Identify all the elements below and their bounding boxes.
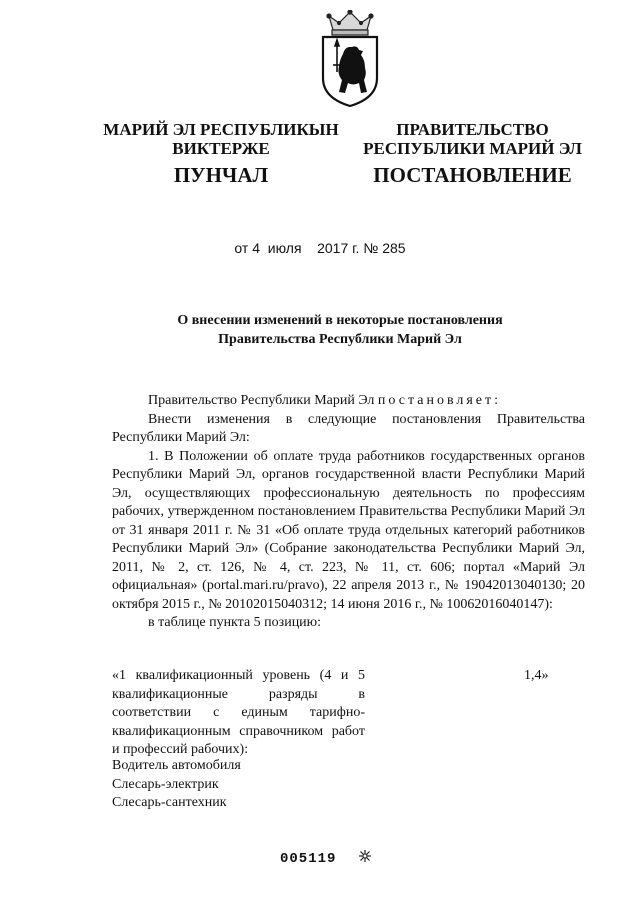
header-left-doc-type: ПУНЧАЛ <box>173 163 269 187</box>
document-body <box>112 392 585 633</box>
list-item: Слесарь-сантехник <box>112 795 227 810</box>
header-right-line1: ПРАВИТЕЛЬСТВО <box>396 120 549 139</box>
list-item: Слесарь-электрик <box>112 776 219 792</box>
header-left-line2: ВИКТЕРЖЕ <box>172 139 270 158</box>
document-title <box>120 311 560 349</box>
crown-icon <box>327 10 373 35</box>
header-right-line2: РЕСПУБЛИКИ МАРИЙ ЭЛ <box>363 139 582 158</box>
table-cell-qualification: «1 квалификационный уровень (4 и 5 квалификационные разряды в соответствии с единым тарифно-квалификационным справочником работ и профессий рабочих): <box>112 668 365 757</box>
paragraph-preamble <box>112 392 585 411</box>
job-list <box>112 757 241 813</box>
date-year: 2017 г. № <box>317 240 379 256</box>
title-line2: Правительства Республики Марий Эл <box>218 332 462 347</box>
table-cell-coefficient: 1,4» <box>524 668 549 683</box>
header-left-org <box>97 120 345 158</box>
ornament-star-icon <box>358 849 372 863</box>
header-right-doc-type: ПОСТАНОВЛЕНИЕ <box>373 163 572 187</box>
paragraph-table-ref: в таблице пункта 5 позицию: <box>148 615 322 630</box>
date-month: июля <box>267 240 302 256</box>
preamble-verb: постановляет: <box>377 393 502 408</box>
date-prefix: от <box>234 240 249 256</box>
serial-number: 005119 <box>280 851 337 867</box>
document-number: 285 <box>382 240 406 256</box>
paragraph-intro: Внести изменения в следующие постановления Правительства Республики Марий Эл: <box>112 411 585 445</box>
coat-of-arms-emblem <box>315 10 385 108</box>
list-item: Водитель автомобиля <box>112 758 241 773</box>
header-right-org <box>360 120 585 158</box>
date-line <box>0 240 640 256</box>
preamble-text: Правительство Республики Марий Эл <box>148 393 375 408</box>
title-line1: О внесении изменений в некоторые постановления <box>177 313 503 328</box>
date-day: 4 <box>252 240 260 256</box>
paragraph-item-1: 1. В Положении об оплате труда работников государственных органов Республики Марий Эл, органов государственной власти Республики Марий Эл, осуществляющих профессиональную деятельность по профессиям рабочих, утвержденном постановлением Правительства Республики Марий Эл от 31 января 2011 г. № 31 «Об оплате труда отдельных категорий работников Республики Марий Эл» (Собрание законодательства Республики Марий Эл, 2011, № 2, ст. 126, № 4, ст. 223, № 11, ст. 606; портал «Марий Эл официальная» (portal.mari.ru/pravo), 22 апреля 2013 г., № 19042013040130; 20 октября 2015 г., № 20102015040312; 14 июня 2016 г., № 10062016040147): <box>112 448 585 612</box>
header-left-line1: МАРИЙ ЭЛ РЕСПУБЛИКЫН <box>103 120 339 139</box>
